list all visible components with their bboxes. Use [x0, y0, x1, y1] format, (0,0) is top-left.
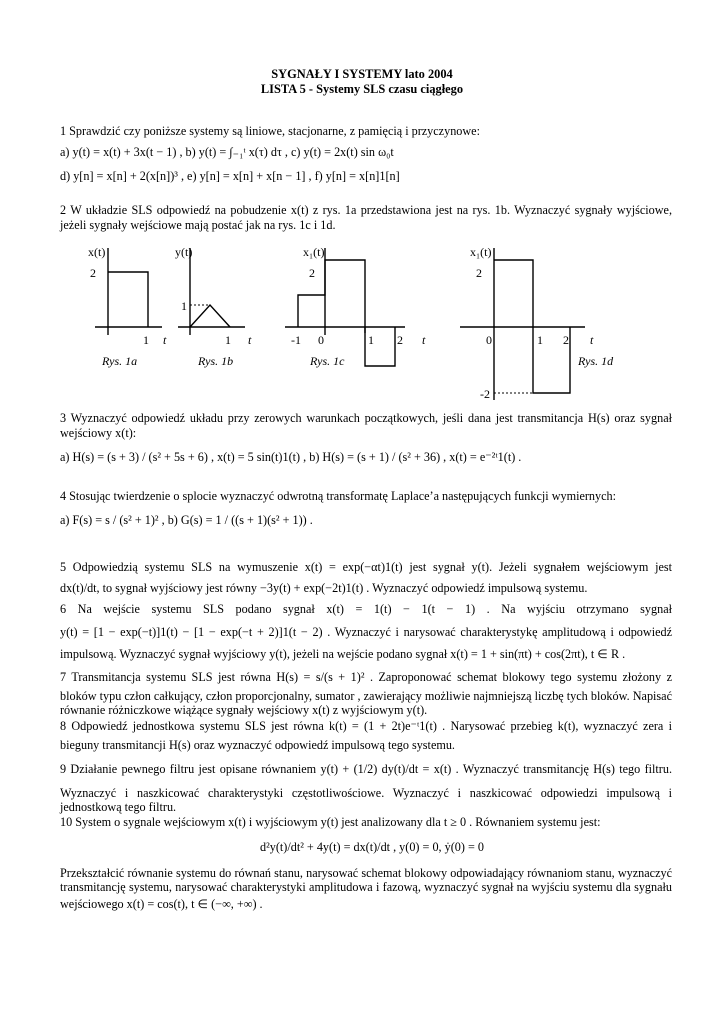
problem-2-text: 2 W układzie SLS odpowiedź na pobudzenie x(t) z rys. 1a przedstawiona jest na rys. 1b. Wyznaczyć sygnały wyjściowe, [60, 203, 672, 217]
fig1b-caption: Rys. 1b [198, 354, 234, 368]
problem-8-text: 8 Odpowiedź jednostkowa systemu SLS jest równa k(t) = (1 + 2t)e⁻ᵗ1(t) . Narysować przebieg k(t), wyznaczyć zera i [60, 719, 672, 733]
fig1a-caption: Rys. 1a [102, 354, 138, 368]
problem-6-text: 6 Na wejście systemu SLS podano sygnał x(t) = 1(t) − 1(t − 1) . Na wyjściu otrzymano sygnał [60, 602, 672, 616]
fig1a-ylevel: 2 [90, 266, 96, 280]
fig1d-ylevel: 2 [476, 266, 482, 280]
problem-3-text-cont: wejściowy x(t): [60, 426, 137, 440]
problem-7-text-end: równanie różniczkowe wiążące sygnały wejściowy x(t) z wyjściowym y(t). [60, 703, 428, 717]
figures-row [60, 240, 680, 405]
problem-7-text-cont: bloków typu człon całkujący, człon proporcjonalny, sumator , zawierający możliwie najmniejszą liczbę tych bloków. Napisać [60, 689, 672, 703]
problem-9-text-end: jednostkową tego filtru. [60, 800, 177, 814]
fig1d-tick-1: 1 [537, 333, 543, 347]
problem-5-text-cont: dx(t)/dt, to sygnał wyjściowy jest równy −3y(t) + exp(−2t)1(t) . Wyznaczyć odpowiedź impulsową systemu. [60, 581, 588, 595]
problem-3-formulas: a) H(s) = (s + 3) / (s² + 5s + 6) , x(t) = 5 sin(t)1(t) , b) H(s) = (s + 1) / (s² + 36) , x(t) = e⁻²ᵗ1(t) . [60, 450, 522, 464]
problem-1-text: 1 Sprawdzić czy poniższe systemy są liniowe, stacjonarne, z pamięcią i przyczynowe: [60, 124, 480, 138]
problem-8-text-cont: bieguny transmitancji H(s) oraz wyznaczyć odpowiedź impulsową tego systemu. [60, 738, 455, 752]
fig1d-caption: Rys. 1d [578, 354, 614, 368]
fig1d-tick-0: 0 [486, 333, 492, 347]
fig1c-tick-0: 0 [318, 333, 324, 347]
document-subtitle: LISTA 5 - Systemy SLS czasu ciągłego [260, 82, 464, 96]
fig1d-tick-2: 2 [563, 333, 569, 347]
problem-10-text: 10 System o sygnale wejściowym x(t) i wyjściowym y(t) jest analizowany dla t ≥ 0 . Równaniem systemu jest: [60, 815, 601, 829]
problem-4-text: 4 Stosując twierdzenie o splocie wyznaczyć odwrotną transformatę Laplace’a następujących funkcji wymiernych: [60, 489, 617, 503]
fig1c-tick-m1: -1 [291, 333, 301, 347]
problem-10-equation: d²y(t)/dt² + 4y(t) = dx(t)/dt , y(0) = 0, ẏ(0) = 0 [260, 840, 485, 854]
fig1b-ylabel: y(t) [175, 245, 193, 259]
problem-1-formulas-d-f: d) y[n] = x[n] + 2(x[n])³ , e) y[n] = x[n] + x[n − 1] , f) y[n] = x[n]1[n] [60, 169, 400, 183]
problem-6-formula: y(t) = [1 − exp(−t)]1(t) − [1 − exp(−t + 2)]1(t − 2) . Wyznaczyć i narysować charakterystykę amplitudową i odpowiedź [60, 625, 672, 639]
fig1b-axis: t [248, 333, 252, 347]
problem-2-text-cont: jeżeli sygnały wejściowe mają postać jak na rys. 1c i 1d. [60, 218, 336, 232]
fig1a-ylabel: x(t) [88, 245, 106, 259]
problem-10-text-cont: Przekształcić równanie systemu do równań stanu, narysować schemat blokowy odpowiadający równaniom stanu, wyznaczyć [60, 866, 672, 880]
fig1a-tick: 1 [143, 333, 149, 347]
fig1c-axis: t [422, 333, 426, 347]
problem-9-text: 9 Działanie pewnego filtru jest opisane równaniem y(t) + (1/2) dy(t)/dt = x(t) . Wyznaczyć transmitancję H(s) tego filtru. [60, 762, 672, 776]
problem-1-formulas-a-c: a) y(t) = x(t) + 3x(t − 1) , b) y(t) = ∫₋₁ᵗ x(τ) dτ , c) y(t) = 2x(t) sin ω₀t [60, 145, 394, 159]
fig1c-tick-1: 1 [368, 333, 374, 347]
fig1a-axis: t [163, 333, 167, 347]
problem-4-formulas: a) F(s) = s / (s² + 1)² , b) G(s) = 1 / ((s + 1)(s² + 1)) . [60, 513, 313, 527]
problem-5-text: 5 Odpowiedzią systemu SLS na wymuszenie x(t) = exp(−αt)1(t) jest sygnał y(t). Jeżeli sygnałem wejściowym jest [60, 560, 672, 574]
problem-10-text-cont2: transmitancję systemu, narysować charakterystyki amplitudowa i fazową, wyznaczyć sygnał na wyjściu systemu dla sygnału [60, 880, 672, 894]
problem-9-text-cont: Wyznaczyć i naszkicować charakterystyki częstotliwościowe. Wyznaczyć i naszkicować odpowiedzi impulsową i [60, 786, 672, 800]
fig1c-tick-2: 2 [397, 333, 403, 347]
fig1c-ylabel: x₁(t) [303, 245, 325, 259]
problem-3-text: 3 Wyznaczyć odpowiedź układu przy zerowych warunkach początkowych, jeśli dana jest transmitancja H(s) oraz sygnał [60, 411, 672, 425]
problem-7-text: 7 Transmitancja systemu SLS jest równa H(s) = s/(s + 1)² . Zaproponować schemat blokowy tego systemu złożony z [60, 670, 672, 684]
fig1c-ylevel: 2 [309, 266, 315, 280]
fig1b-ylevel: 1 [181, 299, 187, 313]
problem-6-text-cont: impulsową. Wyznaczyć sygnał wyjściowy y(t), jeżeli na wejście podano sygnał x(t) = 1 + sin(πt) + cos(2πt), t ∈ R . [60, 647, 626, 661]
problem-10-text-end: wejściowego x(t) = cos(t), t ∈ (−∞, +∞) . [60, 897, 263, 911]
fig1c-caption: Rys. 1c [310, 354, 345, 368]
document-title: SYGNAŁY I SYSTEMY lato 2004 [271, 67, 453, 81]
fig1b-tick: 1 [225, 333, 231, 347]
fig1d-ylabel: x₁(t) [470, 245, 492, 259]
fig1d-yneg: -2 [480, 387, 490, 401]
fig1d-axis: t [590, 333, 594, 347]
